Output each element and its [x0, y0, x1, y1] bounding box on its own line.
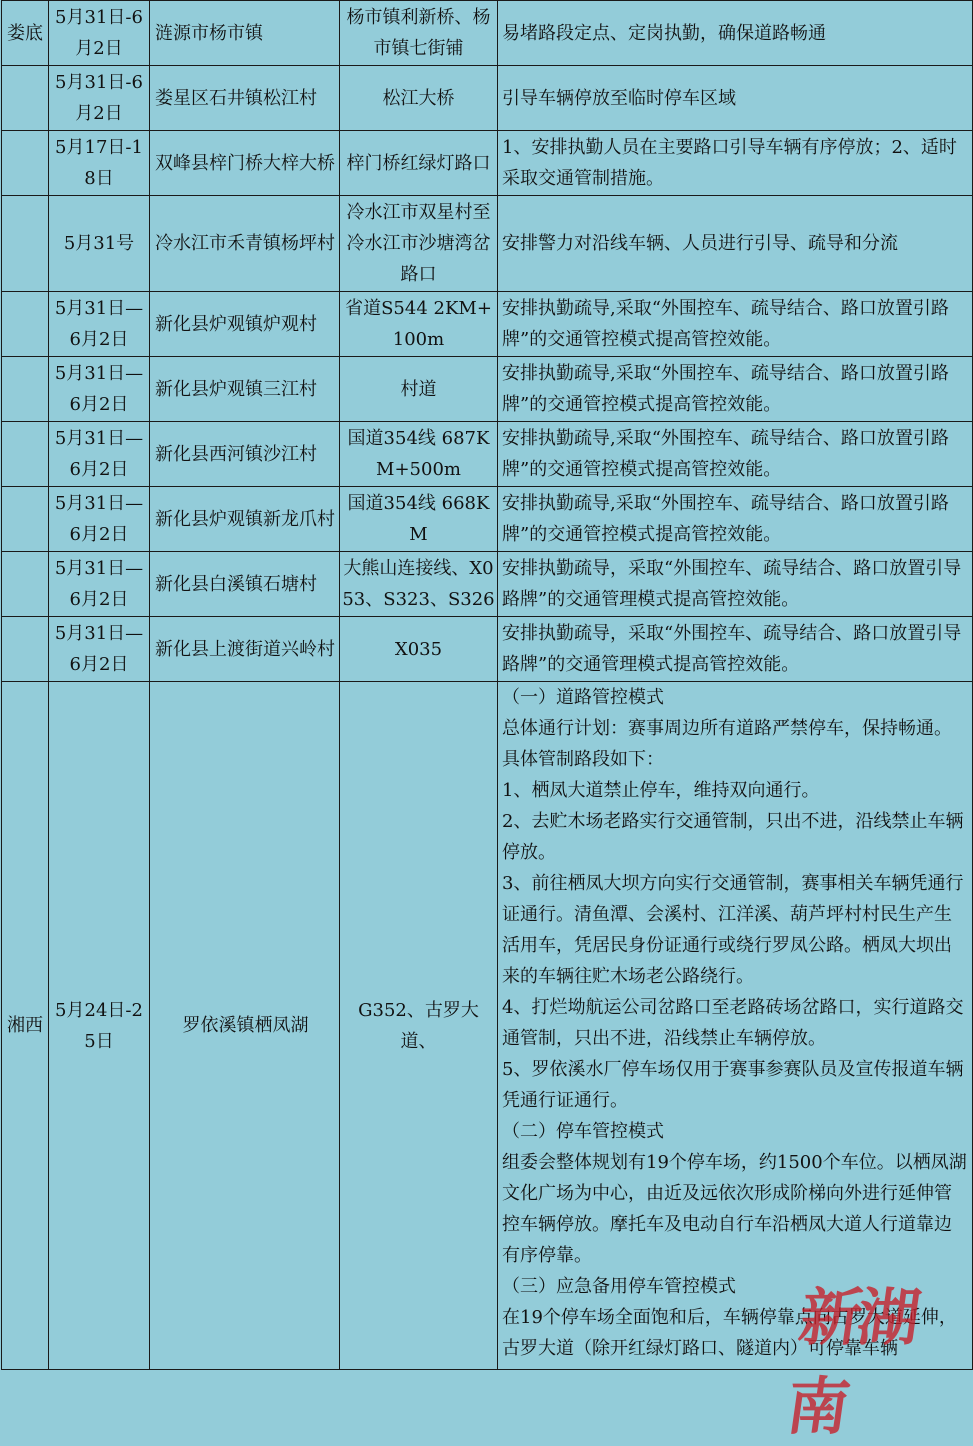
location-cell: 娄星区石井镇松江村	[150, 66, 340, 131]
location-cell: 双峰县梓门桥大梓大桥	[150, 131, 340, 196]
location-cell: 罗依溪镇栖凤湖	[150, 682, 340, 1370]
measure-cell: 安排警力对沿线车辆、人员进行引导、疏导和分流	[498, 196, 973, 292]
date-cell: 5月31号	[49, 196, 150, 292]
table-row	[2, 131, 973, 196]
measure-line: 在19个停车场全面饱和后，车辆停靠点向古罗大道延伸，古罗大道（除开红绿灯路口、隧道内）可停靠车辆	[502, 1307, 957, 1359]
road-cell: 国道354线 687KM+500m	[340, 422, 498, 487]
road-cell: 冷水江市双星村至冷水江市沙塘湾岔路口	[340, 196, 498, 292]
measure-cell: 安排执勤疏导，采取“外围控车、疏导结合、路口放置引导路牌”的交通管理模式提高管控效能。	[498, 552, 973, 617]
measure-line: （二）停车管控模式	[502, 1121, 664, 1142]
road-cell: 梓门桥红绿灯路口	[340, 131, 498, 196]
road-cell: G352、古罗大道、	[340, 682, 498, 1370]
measure-cell: 易堵路段定点、定岗执勤，确保道路畅通	[498, 1, 973, 66]
table-row	[2, 422, 973, 487]
location-cell: 新化县西河镇沙江村	[150, 422, 340, 487]
measure-line: 1、栖凤大道禁止停车，维持双向通行。	[502, 780, 820, 801]
region-cell	[2, 422, 49, 487]
region-cell	[2, 357, 49, 422]
location-cell: 新化县白溪镇石塘村	[150, 552, 340, 617]
road-cell: 松江大桥	[340, 66, 498, 131]
table-row	[2, 487, 973, 552]
measure-cell: 引导车辆停放至临时停车区域	[498, 66, 973, 131]
region-cell	[2, 66, 49, 131]
measure-line: 5、罗依溪水厂停车场仅用于赛事参赛队员及宣传报道车辆凭通行证通行。	[502, 1059, 964, 1111]
table-row	[2, 552, 973, 617]
road-cell: 大熊山连接线、X053、S323、S326	[340, 552, 498, 617]
measure-line: 具体管制路段如下：	[502, 749, 664, 770]
date-cell: 5月31日—6月2日	[49, 617, 150, 682]
region-cell: 湘西	[2, 682, 49, 1370]
location-cell: 新化县炉观镇三江村	[150, 357, 340, 422]
road-cell: 杨市镇利新桥、杨市镇七街铺	[340, 1, 498, 66]
table-row	[2, 617, 973, 682]
road-cell: X035	[340, 617, 498, 682]
date-cell: 5月31日-6月2日	[49, 1, 150, 66]
measure-line: 组委会整体规划有19个停车场，约1500个车位。以栖凤湖文化广场为中心，由近及远依次形成阶梯向外进行延伸管控车辆停放。摩托车及电动自行车沿栖凤大道人行道靠边有序停靠。	[502, 1152, 967, 1266]
date-cell: 5月24日-25日	[49, 682, 150, 1370]
region-cell	[2, 131, 49, 196]
date-cell: 5月31日—6月2日	[49, 292, 150, 357]
date-cell: 5月17日-18日	[49, 131, 150, 196]
table-row	[2, 1, 973, 66]
road-cell: 省道S544 2KM+100m	[340, 292, 498, 357]
measure-line: 2、去贮木场老路实行交通管制，只出不进，沿线禁止车辆停放。	[502, 811, 964, 863]
location-cell: 涟源市杨市镇	[150, 1, 340, 66]
measure-line: （三）应急备用停车管控模式	[502, 1276, 736, 1297]
measure-cell: 安排执勤疏导,采取“外围控车、疏导结合、路口放置引路牌”的交通管控模式提高管控效能。	[498, 292, 973, 357]
road-cell: 国道354线 668KM	[340, 487, 498, 552]
date-cell: 5月31日—6月2日	[49, 422, 150, 487]
region-cell	[2, 292, 49, 357]
region-cell	[2, 196, 49, 292]
region-cell	[2, 617, 49, 682]
table-body	[2, 1, 973, 1443]
location-cell: 新化县炉观镇新龙爪村	[150, 487, 340, 552]
location-cell: 新化县上渡街道兴岭村	[150, 617, 340, 682]
measure-cell: 安排执勤疏导,采取“外围控车、疏导结合、路口放置引路牌”的交通管控模式提高管控效能。	[498, 487, 973, 552]
measure-cell: 1、安排执勤人员在主要路口引导车辆有序停放；2、适时采取交通管制措施。	[498, 131, 973, 196]
location-cell: 新化县炉观镇炉观村	[150, 292, 340, 357]
traffic-control-table	[1, 0, 973, 1443]
location-cell: 冷水江市禾青镇杨坪村	[150, 196, 340, 292]
road-cell: 村道	[340, 357, 498, 422]
watermark-logo: 新湖南	[782, 1281, 921, 1443]
region-cell	[2, 552, 49, 617]
table-row-xiangxi	[2, 682, 973, 1370]
date-cell: 5月31日-6月2日	[49, 66, 150, 131]
table-row	[2, 66, 973, 131]
date-cell: 5月31日—6月2日	[49, 552, 150, 617]
measure-cell	[498, 682, 973, 1443]
table-row	[2, 196, 973, 292]
region-cell: 娄底	[2, 1, 49, 66]
measure-cell: 安排执勤疏导，采取“外围控车、疏导结合、路口放置引导路牌”的交通管理模式提高管控效能。	[498, 617, 973, 682]
region-cell	[2, 487, 49, 552]
measure-cell: 安排执勤疏导,采取“外围控车、疏导结合、路口放置引路牌”的交通管控模式提高管控效能。	[498, 357, 973, 422]
measure-line: 3、前往栖凤大坝方向实行交通管制，赛事相关车辆凭通行证通行。清鱼潭、会溪村、江洋溪、葫芦坪村村民生产生活用车，凭居民身份证通行或绕行罗凤公路。栖凤大坝出来的车辆往贮木场老公路绕行。	[502, 873, 964, 987]
table-row	[2, 357, 973, 422]
measure-cell: 安排执勤疏导,采取“外围控车、疏导结合、路口放置引路牌”的交通管控模式提高管控效能。	[498, 422, 973, 487]
date-cell: 5月31日—6月2日	[49, 487, 150, 552]
measure-line: 总体通行计划：赛事周边所有道路严禁停车，保持畅通。	[502, 718, 952, 739]
table-row	[2, 292, 973, 357]
measure-line: 4、打烂坳航运公司岔路口至老路砖场岔路口，实行道路交通管制，只出不进，沿线禁止车辆停放。	[502, 997, 964, 1049]
measure-line: （一）道路管控模式	[502, 687, 664, 708]
date-cell: 5月31日—6月2日	[49, 357, 150, 422]
